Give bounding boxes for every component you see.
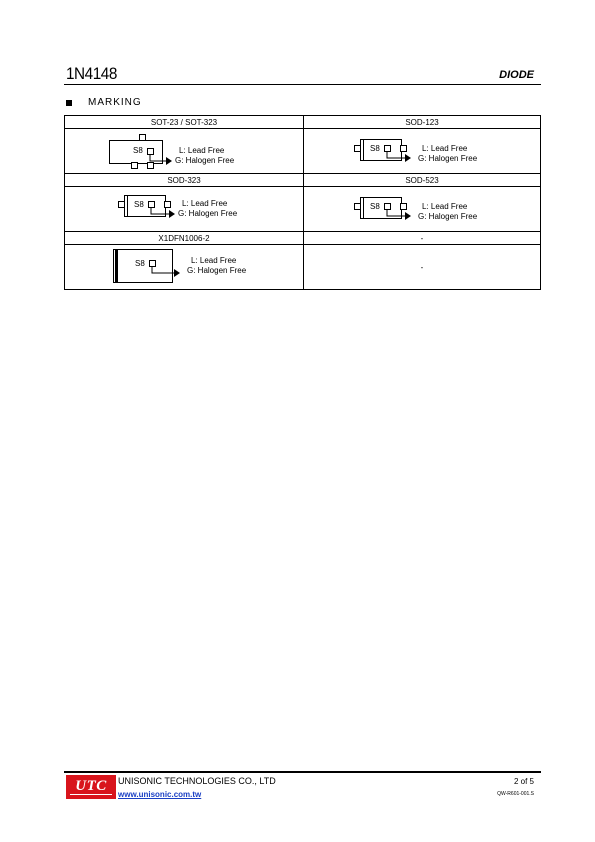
x1dfn-marking-drawing [113, 249, 273, 285]
document-code: QW-R601-001.S [497, 791, 534, 797]
marking-code: S8 [370, 144, 380, 153]
marking-drawing-cell [65, 187, 304, 232]
utc-logo [66, 775, 116, 799]
marking-drawing-cell [65, 245, 304, 290]
marking-code: S8 [134, 200, 144, 209]
legend-halogen-free: G: Halogen Free [418, 212, 478, 221]
legend-lead-free: L: Lead Free [179, 146, 225, 155]
legend-halogen-free: G: Halogen Free [178, 209, 238, 218]
marking-drawing-cell [304, 187, 541, 232]
legend-lead-free: L: Lead Free [422, 144, 468, 153]
company-name: UNISONIC TECHNOLOGIES CO., LTD [118, 776, 276, 786]
footer-rule [64, 771, 541, 773]
marking-code: S8 [135, 259, 145, 268]
legend-lead-free: L: Lead Free [191, 256, 237, 265]
marking-code: S8 [133, 146, 143, 155]
package-lead [131, 162, 138, 169]
header-rule [64, 84, 541, 85]
sod323-marking-drawing [118, 193, 268, 227]
arrow-icon [386, 151, 412, 163]
section-title: MARKING [88, 97, 142, 108]
legend-lead-free: L: Lead Free [422, 202, 468, 211]
package-name-cell: SOD-523 [304, 174, 541, 187]
arrow-icon [151, 266, 181, 278]
legend-halogen-free: G: Halogen Free [418, 154, 478, 163]
marking-code: S8 [370, 202, 380, 211]
legend-lead-free: L: Lead Free [182, 199, 228, 208]
document-type: DIODE [499, 69, 534, 81]
sot23-marking-drawing [109, 135, 259, 169]
cathode-band [115, 250, 118, 282]
legend-halogen-free: G: Halogen Free [175, 156, 235, 165]
cathode-band [127, 196, 128, 216]
package-name-cell: - [304, 232, 541, 245]
cathode-band [363, 140, 364, 160]
arrow-icon [149, 154, 173, 166]
legend-halogen-free: G: Halogen Free [187, 266, 247, 275]
arrow-icon [386, 209, 412, 221]
arrow-icon [150, 207, 176, 219]
marking-table [64, 115, 541, 290]
page-number: 2 of 5 [513, 777, 534, 786]
package-name-cell: SOT-23 / SOT-323 [65, 116, 304, 129]
website-link[interactable]: www.unisonic.com.tw [118, 790, 202, 799]
section-heading [66, 97, 142, 108]
cathode-band [363, 198, 364, 218]
sod123-marking-drawing [354, 137, 504, 171]
part-number: 1N4148 [66, 64, 117, 83]
package-name-cell: SOD-123 [304, 116, 541, 129]
package-name-cell: SOD-323 [65, 174, 304, 187]
bullet-icon [66, 100, 72, 106]
marking-drawing-cell [65, 129, 304, 174]
empty-cell: - [304, 245, 541, 290]
package-name-cell: X1DFN1006-2 [65, 232, 304, 245]
logo-text: UTC [75, 778, 107, 794]
sod523-marking-drawing [354, 195, 504, 229]
marking-drawing-cell [304, 129, 541, 174]
